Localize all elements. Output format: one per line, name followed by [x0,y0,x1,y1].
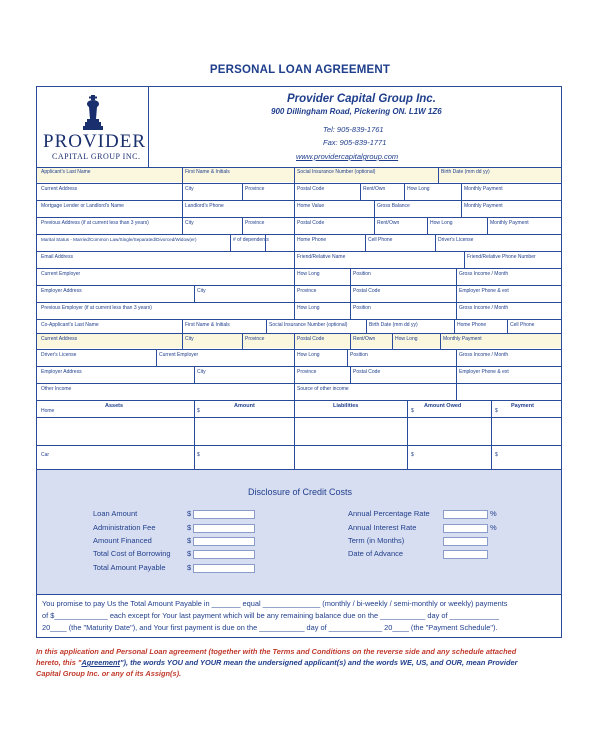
home-asset-label: Home [41,408,55,414]
other-income-source-label: Source of other income [297,386,349,392]
promise-line-3: 20____ (the "Maturity Date"), and Your first payment is due on the ___________ day of _____________ 20____ (the "Payment Schedule"). [42,623,498,632]
interest-rate-percent: % [490,523,497,532]
page-title: PERSONAL LOAN AGREEMENT [209,64,391,76]
sin-label: Social Insurance Number (optional) [297,169,376,175]
amount-financed-label: Amount Financed [93,536,152,545]
co-drivers-license-label: Driver's License [41,352,77,358]
province-label-2: Province [245,220,265,226]
date-advance-field[interactable] [443,550,488,559]
car-amount-dollar: $ [197,452,200,458]
interest-rate-field[interactable] [443,524,488,533]
apr-label: Annual Percentage Rate [348,509,430,518]
position-label: Position [353,271,371,277]
footer-line-3: Capital Group Inc. or any of its Assign(s). [36,669,182,678]
co-rent-own-label: Rent/Own [353,336,376,342]
co-employer-address-label: Employer Address [41,369,82,375]
rent-own-label: Rent/Own [363,186,386,192]
amount-owed-header: Amount Owed [424,403,462,409]
loan-amount-dollar: $ [187,509,192,518]
assets-car-row [37,425,561,470]
drivers-license-label: Driver's License [438,237,474,243]
logo-wordmark: PROVIDER [43,131,147,152]
disclosure-panel [37,470,561,594]
co-sin-label: Social Insurance Number (optional) [269,322,348,328]
marital-status-label: Marital Status - Married/Common Law/Single/Separated/Divorced/Widow(er) [41,237,197,242]
city-label: City [185,186,194,192]
monthly-payment-label-2: Monthly Payment [490,220,529,226]
home-owed-dollar: $ [411,408,414,414]
previous-address-label: Previous Address (if at current less than 3 years) [41,220,149,226]
amount-financed-field[interactable] [193,537,255,546]
assets-header: Assets [105,403,124,409]
co-how-long-label: How Long [395,336,418,342]
amount-header: Amount [234,403,255,409]
company-tel: Tel: 905-839-1761 [323,125,384,134]
co-current-address-label: Current Address [41,336,78,342]
co-province-label-2: Province [297,369,317,375]
total-payable-label: Total Amount Payable [93,563,166,572]
interest-rate-label: Annual Interest Rate [348,523,417,532]
city-label-2: City [185,220,194,226]
admin-fee-label: Administration Fee [93,523,156,532]
employer-phone-label: Employer Phone & ext [459,288,509,294]
co-first-name-label: First Name & Initials [185,322,230,328]
liabilities-header: Liabilities [333,403,359,409]
relative-phone-label: Friend/Relative Phone Number [467,254,536,260]
term-field[interactable] [443,537,488,546]
rent-own-label-2: Rent/Own [377,220,400,226]
first-name-label: First Name & Initials [185,169,230,175]
co-current-employer-label: Current Employer [159,352,199,358]
home-amount-dollar: $ [197,408,200,414]
disclosure-title: Disclosure of Credit Costs [248,487,353,497]
gross-balance-label: Gross Balance [377,203,410,209]
admin-fee-field[interactable] [193,524,255,533]
logo-box [37,87,149,167]
co-position-label: Position [350,352,368,358]
header-section [37,87,561,167]
promise-line-2: of $_____________ each except for Your last payment which will be any remaining balance due on the ___________ day of ____________ [42,611,499,620]
home-payment-dollar: $ [495,408,498,414]
company-address: 900 Dillingham Road, Pickering ON. L1W 1Z6 [271,107,442,116]
other-income-label: Other Income [41,386,72,392]
position-label-2: Position [353,305,371,311]
company-fax: Fax: 905-839-1771 [323,138,387,147]
current-employer-label: Current Employer [41,271,81,277]
company-name: Provider Capital Group Inc. [287,93,436,105]
payment-header: Payment [511,403,534,409]
how-long-label-4: How Long [297,305,320,311]
co-birth-date-label: Birth Date (mm dd yy) [369,322,418,328]
loan-amount-label: Loan Amount [93,509,138,518]
co-city-label-2: City [197,369,206,375]
home-phone-label: Home Phone [297,237,327,243]
home-value-label: Home Value [297,203,325,209]
total-payable-dollar: $ [187,563,192,572]
province-label-3: Province [297,288,317,294]
co-postal-code-label: Postal Code [297,336,325,342]
co-postal-code-label-2: Postal Code [353,369,381,375]
total-cost-label: Total Cost of Borrowing [93,549,171,558]
co-gross-income-label: Gross Income / Month [459,352,509,358]
total-cost-dollar: $ [187,549,192,558]
email-label: Email Address [41,254,73,260]
term-label: Term (in Months) [348,536,405,545]
loan-amount-field[interactable] [193,510,255,519]
company-website[interactable]: www.providercapitalgroup.com [296,152,399,161]
car-payment-dollar: $ [495,452,498,458]
footer-line-2a: hereto, this " [36,658,82,667]
footer-line-1: In this application and Personal Loan agreement (together with the Terms and Conditions on the reverse side and any schedule attached [36,647,517,656]
current-address-label: Current Address [41,186,78,192]
employer-address-label: Employer Address [41,288,82,294]
province-label: Province [245,186,265,192]
applicant-grid [37,167,561,425]
chess-king-icon [82,95,104,131]
last-name-label: Applicant's Last Name [41,169,91,175]
apr-percent: % [490,509,497,518]
total-payable-field[interactable] [193,564,255,573]
date-advance-label: Date of Advance [348,549,404,558]
city-label-3: City [197,288,206,294]
car-owed-dollar: $ [411,452,414,458]
relative-name-label: Friend/Relative Name [297,254,346,260]
birth-date-label: Birth Date (mm dd yy) [441,169,490,175]
previous-employer-label: Previous Employer (if at current less than 3 years) [41,305,152,311]
footer-line-2 [36,658,517,668]
car-asset-label: Car [41,452,50,458]
footer-agreement-term: Agreement [81,658,120,667]
promise-line-1: You promise to pay Us the Total Amount Payable in _______ equal ______________ (monthly / bi-weekly / semi-monthly or weekly) payments [42,599,508,608]
co-employer-phone-label: Employer Phone & ext [459,369,509,375]
logo-subtitle: CAPITAL GROUP INC. [52,152,141,161]
how-long-label: How Long [407,186,430,192]
admin-fee-dollar: $ [187,523,192,532]
co-province-label: Province [245,336,265,342]
co-cell-phone-label: Cell Phone [510,322,535,328]
co-city-label: City [185,336,194,342]
mortgage-lender-label: Mortgage Lender or Landlord's Name [41,203,124,209]
monthly-payment2-label: Monthly Payment [464,203,503,209]
dependents-label: # of dependents [233,237,269,243]
co-last-name-label: Co-Applicant's Last Name [41,322,99,328]
postal-code-label-2: Postal Code [297,220,325,226]
monthly-payment-label: Monthly Payment [464,186,503,192]
co-how-long-label-2: How Long [297,352,320,358]
how-long-label-3: How Long [297,271,320,277]
co-home-phone-label: Home Phone [457,322,487,328]
landlord-phone-label: Landlord's Phone [185,203,224,209]
total-cost-field[interactable] [193,550,255,559]
footer-line-2c: "), the words YOU and YOUR mean the undersigned applicant(s) and the words WE, US, and OUR, mean Provider [120,658,518,667]
cell-phone-label: Cell Phone [368,237,393,243]
postal-code-label: Postal Code [297,186,325,192]
gross-income-label: Gross Income / Month [459,271,509,277]
amount-financed-dollar: $ [187,536,192,545]
gross-income-label-2: Gross Income / Month [459,305,509,311]
how-long-label-2: How Long [430,220,453,226]
co-monthly-payment-label: Monthly Payment [443,336,482,342]
apr-field[interactable] [443,510,488,519]
postal-code-label-3: Postal Code [353,288,381,294]
